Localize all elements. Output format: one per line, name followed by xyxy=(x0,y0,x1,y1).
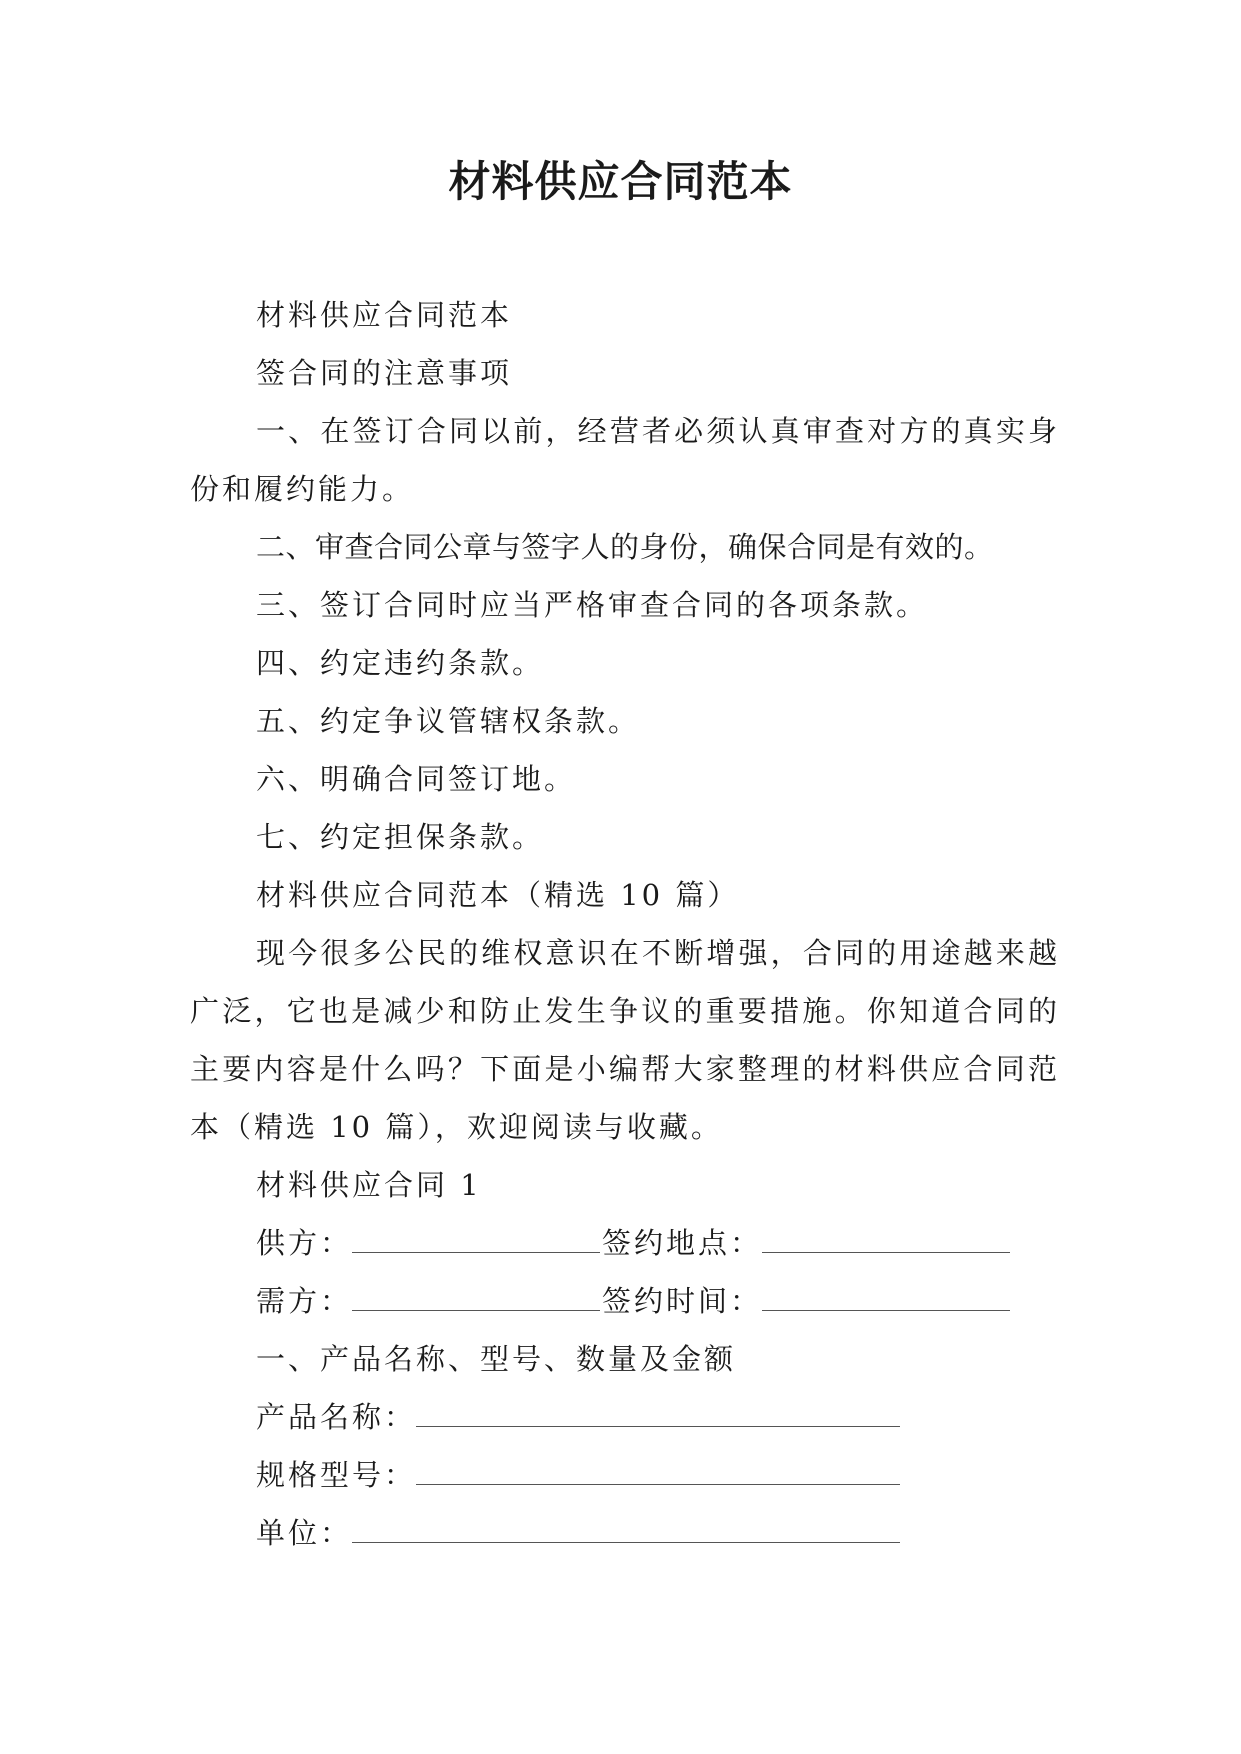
paragraph: 一、在签订合同以前，经营者必须认真审查对方的真实身份和履约能力。 xyxy=(190,414,1060,506)
paragraph: 二、审查合同公章与签字人的身份，确保合同是有效的。 xyxy=(256,530,994,564)
spec-model-blank xyxy=(416,1450,900,1485)
form-line-unit xyxy=(190,1504,1060,1562)
spec-model-label: 规格型号： xyxy=(256,1458,417,1492)
form-line-product-name xyxy=(190,1388,1060,1446)
sign-place-label: 签约地点： xyxy=(602,1226,763,1260)
paragraph: 五、约定争议管辖权条款。 xyxy=(256,704,641,738)
unit-label: 单位： xyxy=(256,1516,353,1550)
product-name-label: 产品名称： xyxy=(256,1400,417,1434)
paragraph: 现今很多公民的维权意识在不断增强，合同的用途越来越广泛，它也是减少和防止发生争议的重要措施。你知道合同的主要内容是什么吗？下面是小编帮大家整理的材料供应合同范本（精选 10 篇），欢迎阅读与收藏。 xyxy=(190,936,1060,1144)
unit-blank xyxy=(352,1508,900,1543)
paragraph: 材料供应合同 1 xyxy=(256,1168,482,1202)
document-body xyxy=(190,286,1060,1562)
form-line-supplier xyxy=(190,1214,1060,1272)
paragraph: 材料供应合同范本 xyxy=(256,298,513,332)
form-line-spec-model xyxy=(190,1446,1060,1504)
buyer-label: 需方： xyxy=(256,1284,353,1318)
supplier-blank xyxy=(352,1218,600,1253)
paragraph: 签合同的注意事项 xyxy=(256,356,513,390)
section-heading: 一、产品名称、型号、数量及金额 xyxy=(256,1342,737,1376)
form-line-buyer xyxy=(190,1272,1060,1330)
paragraph: 六、明确合同签订地。 xyxy=(256,762,577,796)
buyer-blank xyxy=(352,1276,600,1311)
paragraph: 三、签订合同时应当严格审查合同的各项条款。 xyxy=(256,588,929,622)
sign-place-blank xyxy=(762,1218,1010,1253)
paragraph: 四、约定违约条款。 xyxy=(256,646,545,680)
paragraph: 材料供应合同范本（精选 10 篇） xyxy=(256,878,740,912)
supplier-label: 供方： xyxy=(256,1226,353,1260)
document-title: 材料供应合同范本 xyxy=(448,157,793,206)
sign-time-blank xyxy=(762,1276,1010,1311)
paragraph: 七、约定担保条款。 xyxy=(256,820,545,854)
sign-time-label: 签约时间： xyxy=(602,1284,763,1318)
product-name-blank xyxy=(416,1392,900,1427)
